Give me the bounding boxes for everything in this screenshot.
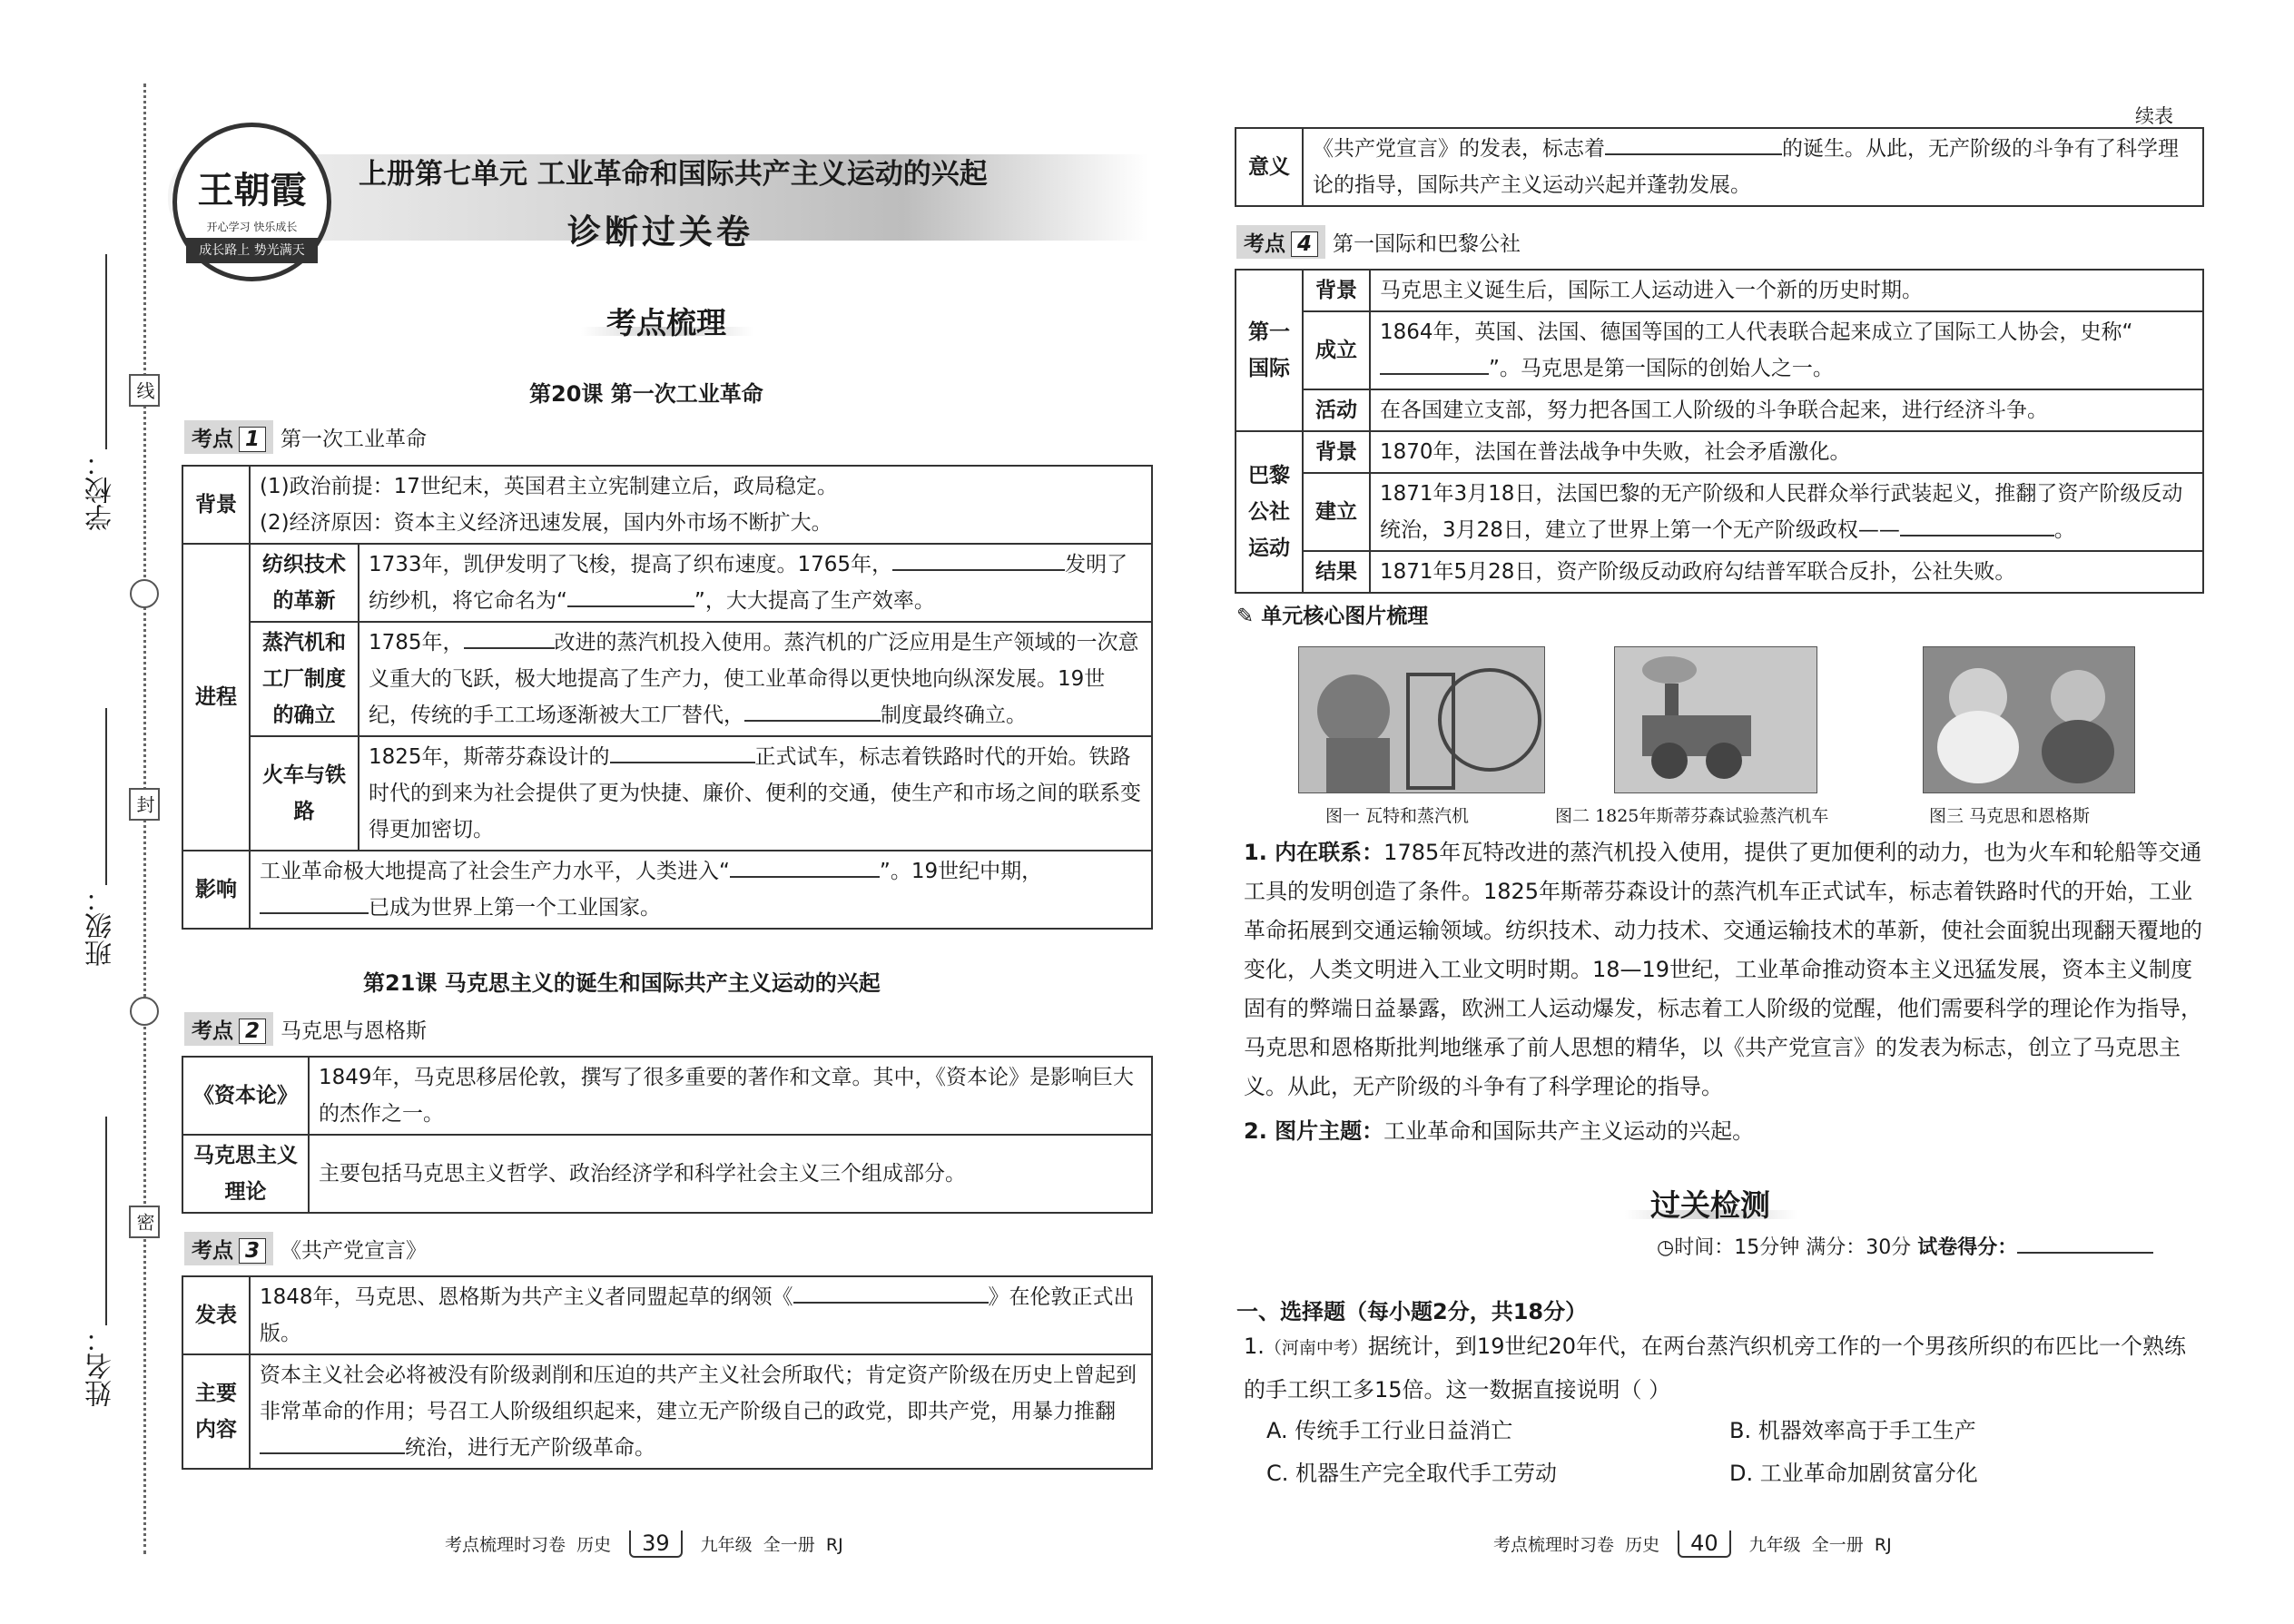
content-cell: 1825年，斯蒂芬森设计的 正式试车，标志着铁路时代的开始。铁路时代的到来为社会提供了更为快捷、廉价、便利的交通，使生产和市场之间的联系变得更加密切。	[359, 736, 1152, 851]
question-1: 1.（河南中考）据统计，到19世纪20年代，在两台蒸汽织机旁工作的一个男孩所织的布匹比一个熟练的手工织工多15倍。这一数据直接说明（ ）	[1244, 1334, 2186, 1403]
part-1-heading: 一、选择题（每小题2分，共18分）	[1236, 1299, 1588, 1324]
caption-figure-1: 图一 瓦特和蒸汽机	[1325, 806, 1470, 826]
page-number: 40	[1678, 1530, 1731, 1558]
logo-sub: 开心学习 快乐成长	[206, 221, 298, 233]
row-header: 建立	[1303, 473, 1370, 551]
content-cell: 《共产党宣言》的发表，标志着 的诞生。从此，无产阶级的斗争有了科学理论的指导，国际共产主义运动兴起并蓬勃发展。	[1303, 128, 2203, 206]
answer-blank[interactable]	[610, 741, 755, 763]
row-header: 背景	[182, 466, 250, 544]
content-cell: 1864年，英国、法国、德国等国的工人代表联合起来成立了国际工人协会，史称“”。马克思是第一国际的创始人之一。	[1370, 311, 2203, 389]
binding-tag-seal: 封	[129, 788, 160, 821]
name-line	[105, 1117, 107, 1325]
binding-hole-icon	[130, 579, 159, 608]
row-header: 发表	[182, 1276, 250, 1354]
footer-right: 考点梳理时习卷 历史 40 九年级 全一册 RJ	[1493, 1530, 1892, 1556]
row-header: 背景	[1303, 431, 1370, 473]
content-cell: 1871年3月18日，法国巴黎的无产阶级和人民群众举行武装起义，推翻了资产阶级反动统治，3月28日，建立了世界上第一个无产阶级政权—— 。	[1370, 473, 2203, 551]
kaodian-title: 第一次工业革命	[281, 428, 428, 451]
answer-blank[interactable]	[464, 626, 555, 649]
row-header: 成立	[1303, 311, 1370, 389]
table-marx-engels	[182, 1056, 1153, 1214]
kaodian-4	[1236, 225, 1521, 259]
content-cell: 1871年5月28日，资产阶级反动政府勾结普军联合反扑，公社失败。	[1370, 551, 2203, 593]
kaodian-1	[184, 420, 427, 454]
class-line	[105, 708, 107, 885]
image-watt-steam-engine	[1298, 646, 1545, 793]
continued-label: 续表	[2135, 105, 2173, 127]
image-marx-engels	[1923, 646, 2135, 793]
content-cell: 主要包括马克思主义哲学、政治经济学和科学社会主义三个组成部分。	[309, 1135, 1152, 1213]
kaodian-title: 马克思与恩格斯	[281, 1019, 428, 1043]
image-stephenson-locomotive	[1614, 646, 1817, 793]
inner-connection-paragraph: 1. 内在联系：1785年瓦特改进的蒸汽机投入使用，提供了更加便利的动力，也为火车和轮船等交通工具的发明创造了条件。1825年斯蒂芬森设计的蒸汽机车正式试车，标志着铁路时代的开始，工业革命拓展到交通运输领域。纺织技术、动力技术、交通运输技术的革新，使社会面貌出现翻天覆地的变化，人类文明进入工业文明时期。18—19世纪，工业革命推动资本主义迅猛发展，资本主义制度固有的弊端日益暴露，欧洲工人运动爆发，标志着工人阶级的觉醒，他们需要科学的理论作为指导，马克思和恩格斯批判地继承了前人思想的精华，以《共产党宣言》的发表为标志，创立了马克思主义。从此，无产阶级的斗争有了科学理论的指导。	[1244, 840, 2202, 1099]
answer-blank[interactable]	[1605, 133, 1782, 155]
content-cell: 1733年，凯伊发明了飞梭，提高了织布速度。1765年， 发明了纺纱机，将它命名为“ ”，大大提高了生产效率。	[359, 544, 1152, 622]
answer-blank[interactable]	[1380, 352, 1489, 375]
picture-theme-paragraph: 2. 图片主题：工业革命和国际共产主义运动的兴起。	[1244, 1118, 1755, 1144]
background-cell: (1)政治前提：17世纪末，英国君主立宪制建立后，政局稳定。 (2)经济原因：资本主义经济迅速发展，国内外市场不断扩大。	[250, 466, 1152, 544]
name-label: 姓名：	[85, 1325, 117, 1407]
section-title-review: 考点梳理	[606, 305, 726, 340]
option-b[interactable]: B. 机器效率高于手工生产	[1729, 1418, 1976, 1443]
picture-section-title: ✎ 单元核心图片梳理	[1236, 605, 1429, 628]
answer-blank[interactable]	[1900, 514, 2054, 536]
logo-ribbon: 成长路上 势光满天	[186, 238, 318, 263]
answer-blank[interactable]	[567, 585, 694, 607]
kaodian-tag: 考点 3	[184, 1232, 273, 1265]
sub-header: 蒸汽机和工厂制度的确立	[250, 622, 359, 736]
content-cell: 资本主义社会必将被没有阶级剥削和压迫的共产主义社会所取代；肯定资产阶级在历史上曾起到非常革命的作用；号召工人阶级组织起来，建立无产阶级自己的政党，即共产党，用暴力推翻统治，进行无产阶级革命。	[250, 1354, 1152, 1469]
content-cell: 工业革命极大地提高了社会生产力水平，人类进入“ ”。19世纪中期，已成为世界上第一个工业国家。	[250, 851, 1152, 929]
section-title-test: 过关检测	[1650, 1187, 1770, 1223]
option-c[interactable]: C. 机器生产完全取代手工劳动	[1266, 1461, 1558, 1486]
answer-blank[interactable]	[744, 699, 881, 722]
binding-tag-line: 线	[129, 374, 160, 407]
content-cell: 1849年，马克思移居伦敦，撰写了很多重要的著作和文章。其中，《资本论》是影响巨大的杰作之一。	[309, 1057, 1152, 1135]
paper-title: 诊断过关卷	[567, 212, 753, 251]
row-header: 《资本论》	[182, 1057, 309, 1135]
test-info: ◷时间：15分钟 满分：30分 试卷得分：	[1657, 1232, 2153, 1260]
kaodian-2	[184, 1012, 427, 1046]
school-label: 学校：	[85, 449, 117, 531]
table-industrial-revolution	[182, 465, 1153, 930]
answer-blank[interactable]	[730, 855, 880, 878]
content-cell: 1785年， 改进的蒸汽机投入使用。蒸汽机的广泛应用是生产领域的一次意义重大的飞跃，极大地提高了生产力，使工业革命得以更快地向纵深发展。19世纪，传统的手工工场逐渐被大工厂替代， 制度最终确立。	[359, 622, 1152, 736]
page-number: 39	[629, 1530, 683, 1558]
group-header: 第一国际	[1236, 270, 1303, 431]
score-blank[interactable]	[2017, 1232, 2153, 1254]
kaodian-tag: 考点 4	[1236, 225, 1325, 259]
answer-blank[interactable]	[793, 1281, 989, 1304]
sub-header: 火车与铁路	[250, 736, 359, 851]
content-cell: 1848年，马克思、恩格斯为共产主义者同盟起草的纲领《 》在伦敦正式出版。	[250, 1276, 1152, 1354]
footer-left: 考点梳理时习卷 历史 39 九年级 全一册 RJ	[445, 1530, 843, 1556]
edit-icon: ✎	[1236, 605, 1255, 628]
school-line	[105, 254, 107, 449]
caption-figure-3: 图三 马克思和恩格斯	[1929, 806, 2091, 826]
logo-name: 王朝霞	[197, 169, 307, 212]
caption-figure-2: 图二 1825年斯蒂芬森试验蒸汽机车	[1555, 806, 1829, 826]
option-a[interactable]: A. 传统手工行业日益消亡	[1266, 1418, 1513, 1443]
sub-header: 纺织技术的革新	[250, 544, 359, 622]
kaodian-tag: 考点 1	[184, 420, 273, 454]
table-significance	[1235, 127, 2204, 207]
row-header: 进程	[182, 544, 250, 851]
unit-title: 上册第七单元 工业革命和国际共产主义运动的兴起	[359, 158, 988, 191]
row-header: 背景	[1303, 270, 1370, 311]
binding-hole-icon	[130, 997, 159, 1026]
content-cell: 马克思主义诞生后，国际工人运动进入一个新的历史时期。	[1370, 270, 2203, 311]
group-header: 巴黎公社运动	[1236, 431, 1303, 593]
kaodian-title: 第一国际和巴黎公社	[1333, 232, 1521, 256]
content-cell: 在各国建立支部，努力把各国工人阶级的斗争联合起来，进行经济斗争。	[1370, 389, 2203, 431]
kaodian-title: 《共产党宣言》	[281, 1239, 428, 1263]
option-d[interactable]: D. 工业革命加剧贫富分化	[1729, 1461, 1978, 1486]
answer-blank[interactable]	[260, 1432, 405, 1454]
row-header: 意义	[1236, 128, 1303, 206]
answer-blank[interactable]	[892, 548, 1065, 571]
clock-icon: ◷	[1657, 1236, 1675, 1259]
row-header: 结果	[1303, 551, 1370, 593]
row-header: 马克思主义理论	[182, 1135, 309, 1213]
kaodian-tag: 考点 2	[184, 1012, 273, 1046]
table-first-international	[1235, 269, 2204, 594]
content-cell: 1870年，法国在普法战争中失败，社会矛盾激化。	[1370, 431, 2203, 473]
table-manifesto	[182, 1275, 1153, 1470]
class-label: 班级：	[85, 885, 117, 967]
lesson-20-title: 第20课 第一次工业革命	[529, 381, 763, 407]
binding-tag-mi: 密	[129, 1206, 160, 1238]
answer-blank[interactable]	[260, 891, 369, 914]
row-header: 影响	[182, 851, 250, 929]
lesson-21-title: 第21课 马克思主义的诞生和国际共产主义运动的兴起	[363, 970, 881, 996]
row-header: 主要内容	[182, 1354, 250, 1469]
kaodian-3	[184, 1232, 427, 1265]
row-header: 活动	[1303, 389, 1370, 431]
